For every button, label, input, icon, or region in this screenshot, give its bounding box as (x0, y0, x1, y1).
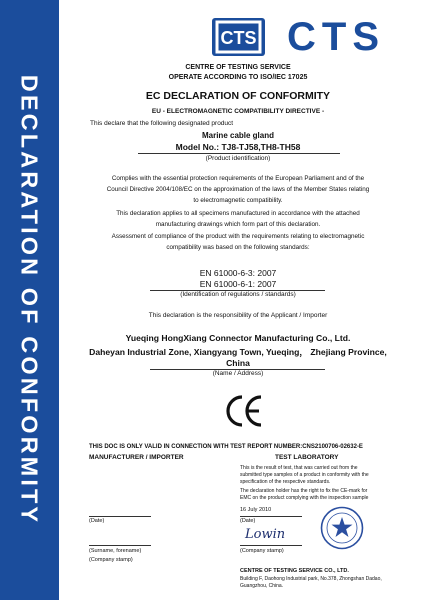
date-line-left (89, 516, 151, 517)
signature: Lowin (245, 527, 286, 542)
date-label-left: (Date) (89, 518, 105, 524)
divider (138, 153, 340, 154)
applicant-name: Yueqing HongXiang Connector Manufacturing Co., Ltd. (125, 333, 351, 343)
validity-note: THIS DOC IS ONLY VALID IN CONNECTION WITH TEST REPORT NUMBER:CNS2100706-02632-E (89, 444, 363, 450)
compliance-text-3: to electromagnetic compatibility. (193, 197, 283, 204)
compliance-text-2: Council Directive 2004/108/EC on the approximation of the laws of the Member States relating (106, 186, 370, 193)
laboratory-heading: TEST LABORATORY (275, 454, 339, 461)
sidebar-title: DECLARATION OF CONFORMITY (16, 74, 43, 526)
declare-intro: This declare that the following designated product (90, 120, 234, 127)
logo-text: CTS (287, 15, 385, 59)
lab-text: The declaration holder has the right to fix the CE-mark for (240, 488, 368, 494)
signature-line (240, 545, 302, 546)
lab-text: specification of the respective standards. (240, 479, 331, 485)
date-value: 16 July 2010 (240, 507, 272, 513)
lab-address: Building F, Daohong Industrial park, No.378, Zhongshan Dadao, (240, 576, 382, 582)
ce-mark-icon (226, 394, 264, 428)
applies-text-1: This declaration applies to all specimens manufactured in accordance with the attached (116, 210, 360, 217)
compliance-text-1: Complies with the essential protection requirements of the European Parliament and of the (111, 175, 365, 182)
applicant-address: Daheyan Industrial Zone, Xiangyang Town, Yueqing， Zhejiang Province, (89, 347, 387, 357)
standard-item: EN 61000-6-3: 2007 (199, 268, 277, 278)
applicant-address-country: China (226, 358, 250, 368)
lab-address-city: Guangzhou, China. (240, 583, 284, 589)
manufacturer-heading: MANUFACTURER / IMPORTER (89, 454, 184, 461)
logo-mark-text: CTS (220, 28, 257, 48)
directive-line: EU - ELECTROMAGNETIC COMPATIBILITY DIRECTIVE - (151, 108, 325, 115)
sidebar-banner (0, 0, 59, 600)
assessment-text-2: compatibility was based on the following standards: (166, 244, 310, 251)
date-label-right: (Date) (240, 518, 256, 524)
doc-title: EC DECLARATION OF CONFORMITY (145, 90, 331, 102)
responsibility-text: This declaration is the responsibility of the Applicant / Importer (148, 312, 328, 319)
product-caption: (Product identification) (205, 155, 271, 162)
official-seal-icon (320, 506, 364, 550)
standard-item: EN 61000-6-1: 2007 (199, 279, 277, 289)
lab-text: This is the result of test, that was carried out from the (240, 465, 358, 471)
assessment-text-1: Assessment of compliance of the product with the requirements relating to electromagnetic (111, 233, 365, 240)
lab-text: submitted type samples of a product in conformity with the (240, 472, 369, 478)
cts-logo-icon (211, 17, 266, 57)
name-line (89, 545, 151, 546)
lab-name: CENTRE OF TESTING SERVICE CO., LTD. (240, 568, 349, 574)
company-stamp-label-right: (Company stamp) (240, 548, 284, 554)
lab-text: EMC on the product complying with the inspection sample (240, 495, 369, 501)
org-name: CENTRE OF TESTING SERVICE (185, 64, 291, 71)
standards-caption: (Identification of regulations / standards) (180, 291, 296, 298)
name-label: (Surname, forename) (89, 548, 142, 554)
product-model: Model No.: TJ8-TJ58,TH8-TH58 (175, 142, 301, 152)
org-accreditation: OPERATE ACCORDING TO ISO/IEC 17025 (168, 74, 308, 81)
date-line-right (240, 516, 302, 517)
applicant-caption: (Name / Address) (212, 370, 264, 377)
company-stamp-label-left: (Company stamp) (89, 557, 133, 563)
applies-text-2: manufacturing drawings which form part of this declaration. (155, 221, 321, 228)
product-name: Marine cable gland (201, 131, 275, 140)
